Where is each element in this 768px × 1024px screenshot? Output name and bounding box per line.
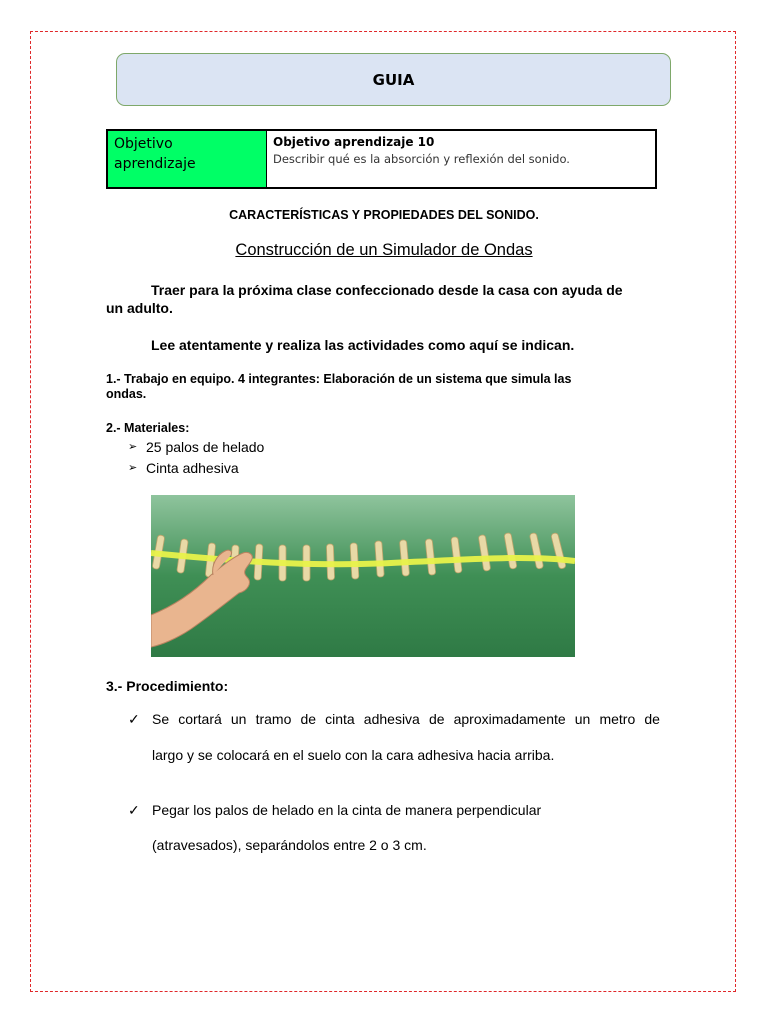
photo-illustration (151, 495, 575, 657)
item-trabajo-line1: 1.- Trabajo en equipo. 4 integrantes: Elaboración de un sistema que simula las (106, 372, 572, 386)
paragraph-traer-line1: Traer para la próxima clase confeccionado desde la casa con ayuda de (151, 282, 623, 298)
word: de (300, 711, 317, 727)
objective-label-cell (108, 131, 267, 187)
objective-title: Objetivo aprendizaje 10 (273, 135, 435, 149)
checkmark-icon: ✓ (128, 802, 140, 818)
list-item (128, 437, 264, 458)
word: Se (152, 711, 170, 727)
objective-content-cell (267, 131, 655, 187)
step-1-line2: largo y se colocará en el suelo con la cara adhesiva hacia arriba. (152, 747, 555, 763)
wave-simulator-photo (151, 495, 575, 657)
step-1-line1 (152, 711, 660, 727)
heading-caracteristicas: CARACTERÍSTICAS Y PROPIEDADES DEL SONIDO. (229, 208, 539, 222)
word: de (644, 711, 660, 727)
word: un (230, 711, 247, 727)
paragraph-lee: Lee atentamente y realiza las actividades como aquí se indican. (151, 337, 575, 353)
objective-label-line2: aprendizaje (114, 156, 196, 172)
word: metro (599, 711, 636, 727)
item-trabajo-equipo (106, 372, 646, 402)
checkmark-icon: ✓ (128, 711, 140, 727)
word: de (428, 711, 445, 727)
material-label: 25 palos de helado (146, 439, 265, 455)
materiales-title: 2.- Materiales: (106, 421, 190, 435)
word: un (574, 711, 591, 727)
list-item (128, 458, 264, 479)
heading-construccion: Construcción de un Simulador de Ondas (235, 241, 533, 259)
procedimiento-title: 3.- Procedimiento: (106, 678, 229, 694)
word: adhesiva (363, 711, 420, 727)
arrow-bullet-icon: ➢ (128, 441, 138, 453)
word: cortará (178, 711, 222, 727)
materiales-list (128, 437, 264, 479)
objective-table (106, 129, 657, 189)
objective-description: Describir qué es la absorción y reflexión del sonido. (273, 152, 570, 166)
arrow-bullet-icon: ➢ (128, 462, 138, 474)
material-label: Cinta adhesiva (146, 460, 239, 476)
step-2-line2: (atravesados), separándolos entre 2 o 3 cm. (152, 837, 427, 853)
objective-label-line1: Objetivo (114, 136, 173, 152)
paragraph-traer (106, 281, 662, 317)
word: cinta (325, 711, 355, 727)
item-trabajo-line2: ondas. (106, 387, 147, 401)
word: aproximadamente (453, 711, 566, 727)
guia-title: GUIA (372, 70, 415, 89)
step-2-line1: Pegar los palos de helado en la cinta de manera perpendicular (152, 802, 542, 818)
word: tramo (255, 711, 292, 727)
paragraph-traer-line2: un adulto. (106, 300, 173, 316)
guia-title-box (116, 53, 671, 106)
